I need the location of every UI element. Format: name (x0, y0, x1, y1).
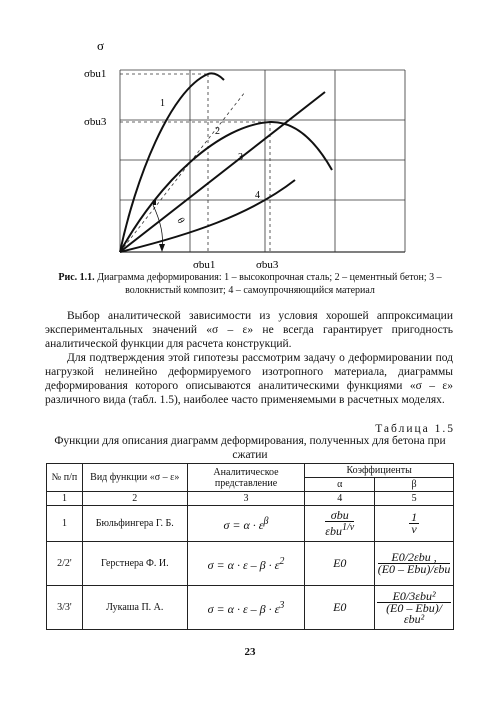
curve-4-self-hardening (120, 180, 295, 252)
header-alpha: α (305, 478, 375, 492)
row-alpha: E0 (305, 542, 375, 586)
figure-caption (40, 271, 460, 297)
table-row (47, 506, 454, 542)
row-formula: $\sigma = \alpha \cdot \varepsilon^\beta$ (187, 506, 305, 542)
dashed-guides (120, 74, 270, 252)
table-title: Функции для описания диаграмм деформирования, полученных для бетона при сжатии (54, 435, 446, 461)
col-number: 5 (375, 492, 454, 506)
functions-table (46, 463, 454, 630)
row-alpha (305, 506, 375, 542)
row-name: Герстнера Ф. И. (82, 542, 187, 586)
y-axis-label: σ (97, 38, 105, 53)
table-row (47, 542, 454, 586)
caption-lead: Рис. 1.1. (58, 272, 95, 283)
curve-label-1: 1 (160, 98, 165, 109)
row-formula: $\sigma = \alpha \cdot \varepsilon - \beta \cdot \varepsilon^3$ (187, 586, 305, 630)
col-number: 3 (187, 492, 305, 506)
header-type: Вид функции «σ – ε» (82, 464, 187, 492)
col-number: 1 (47, 492, 83, 506)
row-no: 2/2' (47, 542, 83, 586)
header-beta: β (375, 478, 454, 492)
table-label: Таблица 1.5 (375, 423, 455, 435)
header-formula: Аналитическое представление (187, 464, 305, 492)
row-formula: $\sigma = \alpha \cdot \varepsilon - \beta \cdot \varepsilon^2$ (187, 542, 305, 586)
angle-label: θ (174, 216, 187, 226)
curve-marker (153, 200, 156, 205)
caption-text: Диаграмма деформирования: 1 – высокопрочная сталь; 2 – цементный бетон; 3 – волокнистый композит; 4 – самоупрочняющийся материал (97, 272, 442, 296)
row-beta (375, 586, 454, 630)
body-paragraph-2: Для подтверждения этой гипотезы рассмотрим задачу о деформировании под нагрузкой нелинейно деформируемого изотропного материала, диаграммы деформирования которого описываются аналитическими функциями «σ – ε» различного вида (табл. 1.5), наиболее часто применяемыми в расчетных моделях. (45, 352, 453, 406)
x-tick-sigma-bu3: σbu3 (256, 259, 279, 271)
row-beta (375, 542, 454, 586)
curve-label-3: 3 (238, 152, 243, 163)
row-name: Бюльфингера Г. Б. (82, 506, 187, 542)
x-tick-sigma-bu1: σbu1 (193, 259, 216, 271)
beta-fraction: $\frac{\text{E0/2εbu ,}}{\text{(E0 – Ebu)/εbu}}$ (377, 550, 451, 576)
table-header-row (47, 464, 454, 478)
row-no: 3/3' (47, 586, 83, 630)
header-no: № п/п (47, 464, 83, 492)
beta-fraction: $\frac{\text{E0/3εbu²}}{\text{(E0 – Ebu)/εbu²}}$ (377, 591, 451, 625)
alpha-fraction: $\frac{\text{σbu}}{\varepsilon bu^{1/\nu}}$ (325, 508, 355, 538)
row-no: 1 (47, 506, 83, 542)
y-tick-sigma-bu1: σbu1 (84, 68, 107, 80)
header-coefficients: Коэффициенты (305, 464, 454, 478)
y-tick-sigma-bu3: σbu3 (84, 116, 107, 128)
curve-label-2: 2 (215, 126, 220, 137)
row-alpha: E0 (305, 586, 375, 630)
arrow-icon (159, 244, 165, 252)
row-name: Лукаша П. А. (82, 586, 187, 630)
curve-3-composite (120, 92, 325, 252)
col-number: 2 (82, 492, 187, 506)
deformation-diagram (80, 30, 430, 275)
page-number: 23 (244, 646, 256, 658)
beta-fraction: $\frac{1}{\nu}$ (411, 510, 418, 536)
table-row (47, 586, 454, 630)
body-paragraph-1: Выбор аналитической зависимости из условия хорошей аппроксимации экспериментальных значений «σ – ε» не всегда гарантирует пригодность аналитической функции для расчета конструкций. (45, 310, 453, 350)
table-column-numbers-row (47, 492, 454, 506)
col-number: 4 (305, 492, 375, 506)
curve-2-concrete (120, 122, 332, 252)
curve-label-4: 4 (255, 190, 260, 201)
row-beta (375, 506, 454, 542)
